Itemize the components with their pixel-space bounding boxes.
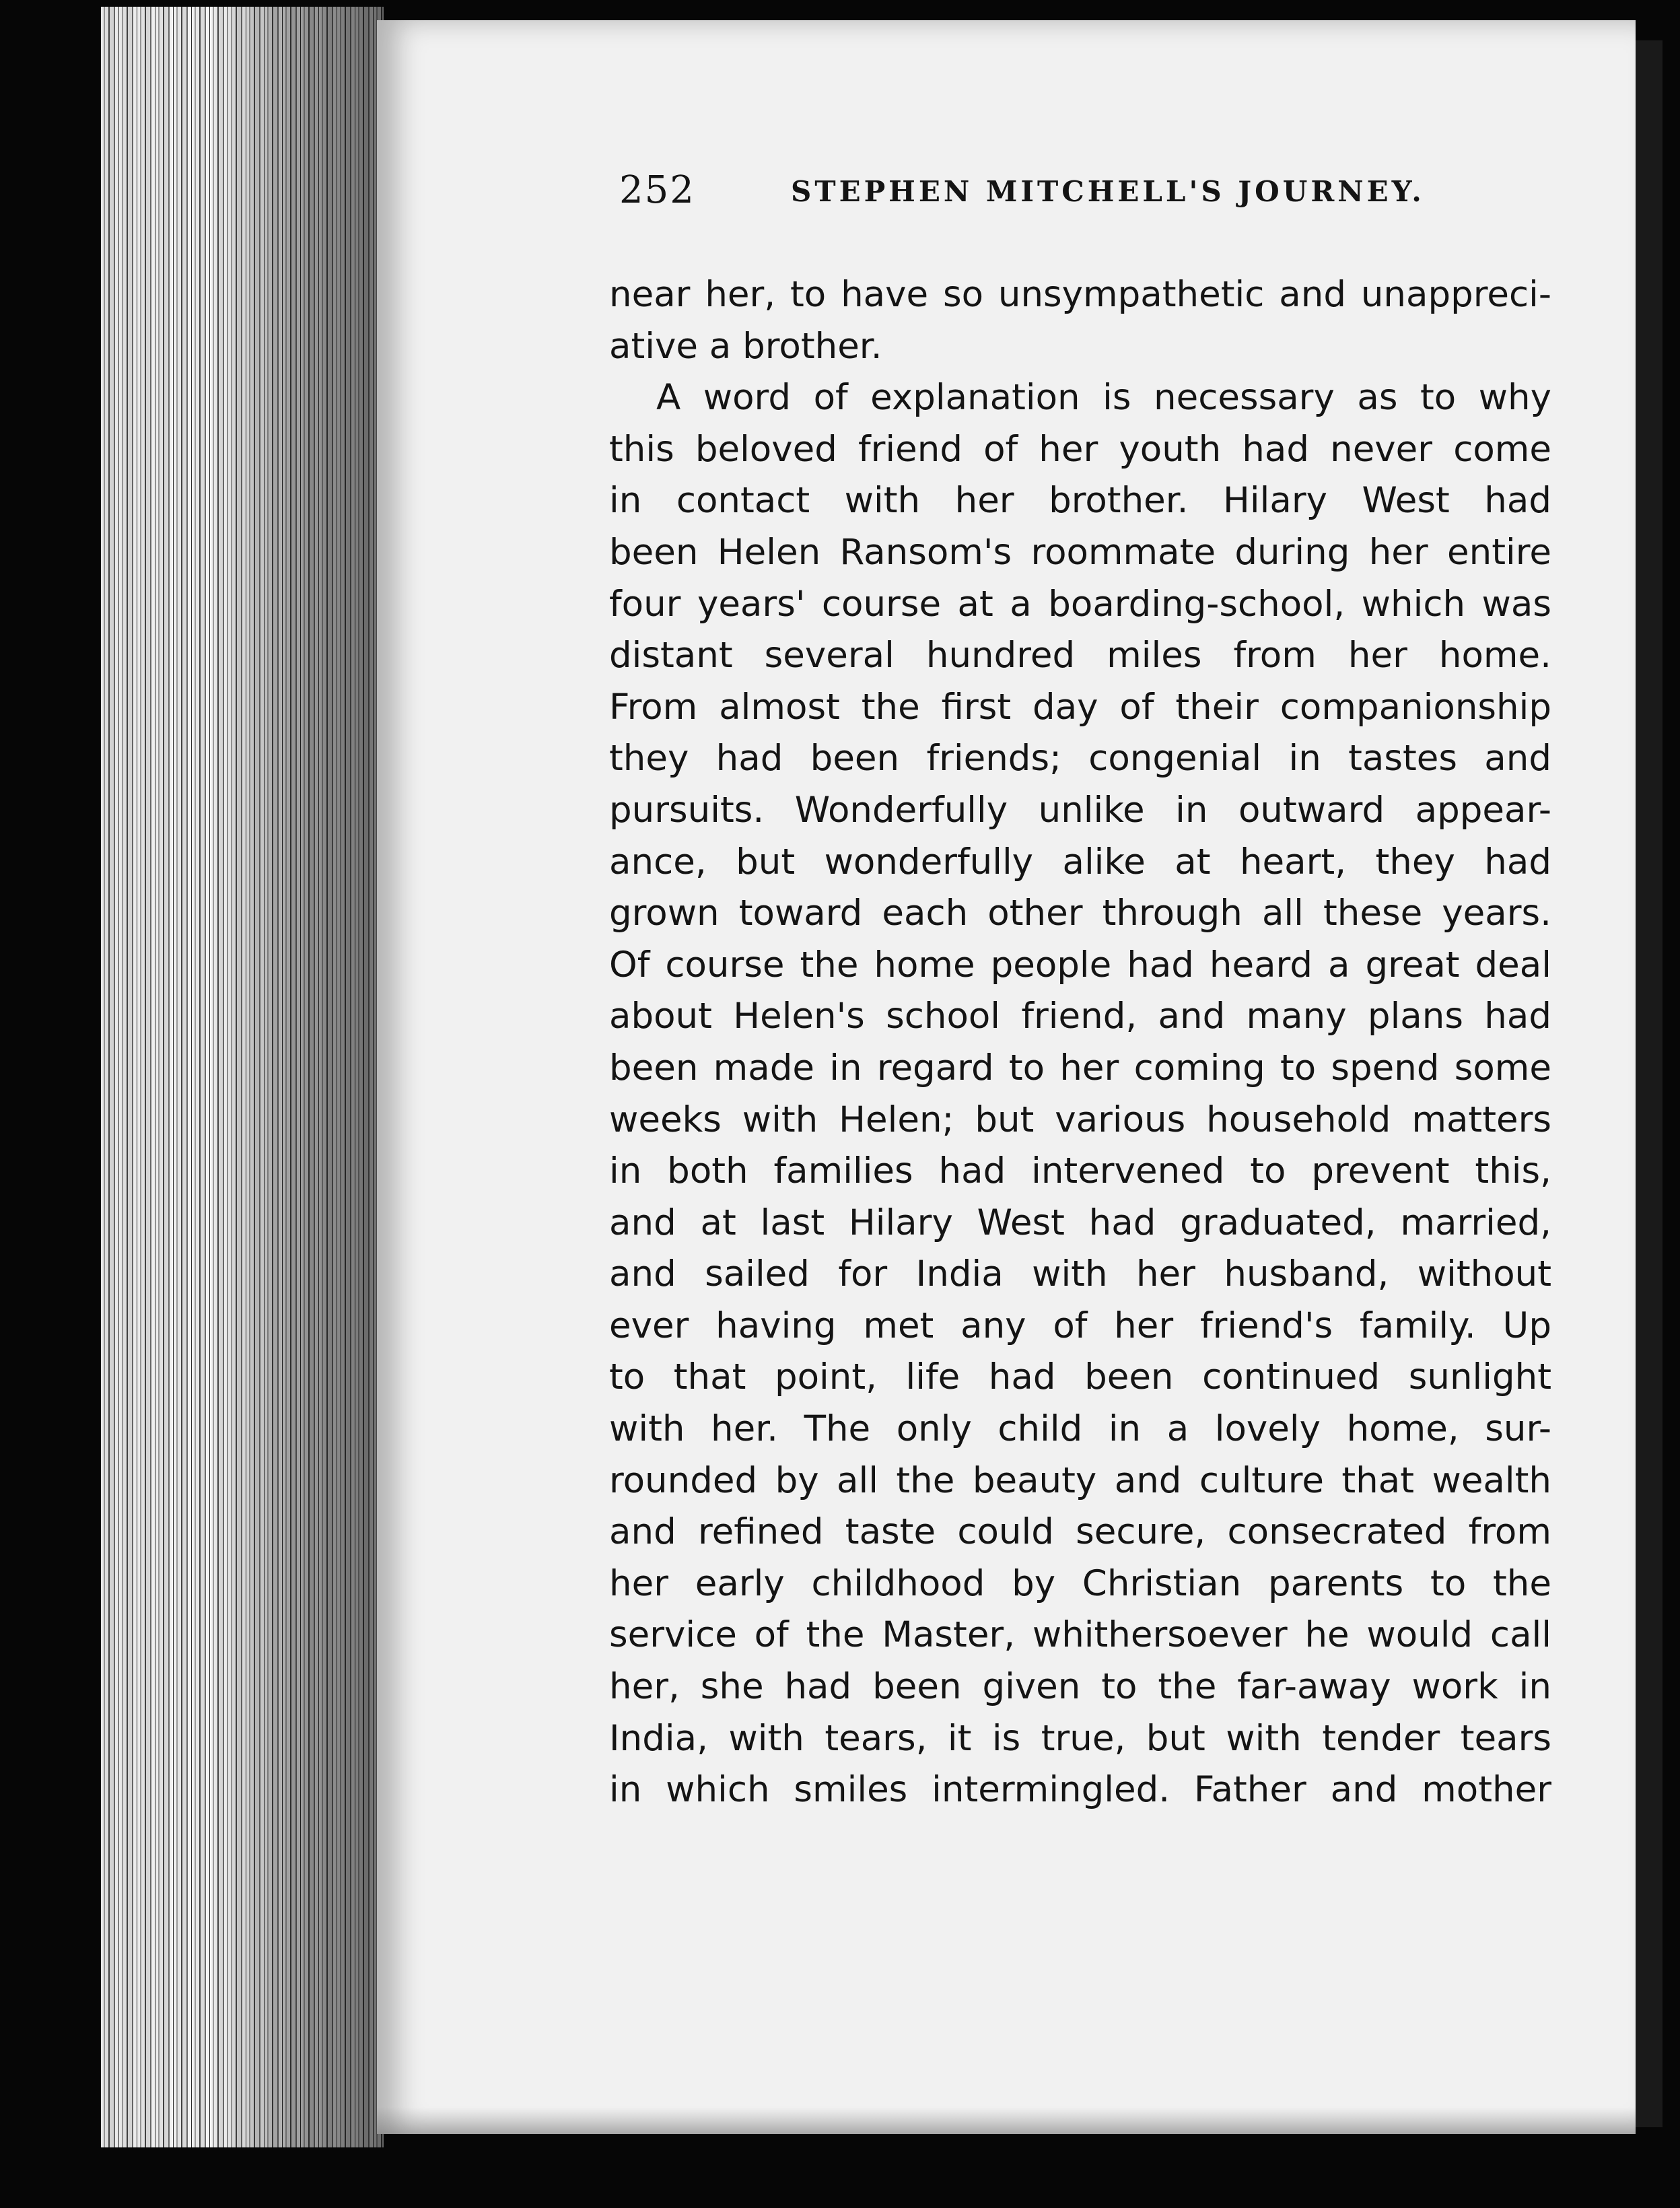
- text-line: near her, to have so unsympathetic and unappreci-: [609, 274, 1551, 315]
- text-line: India, with tears, it is true, but with tender tears: [609, 1717, 1551, 1759]
- page-number: 252: [619, 168, 695, 212]
- text-line: about Helen's school friend, and many plans had: [609, 996, 1551, 1037]
- page-edges: [101, 7, 384, 2147]
- text-line: and at last Hilary West had graduated, married,: [609, 1202, 1551, 1243]
- text-line: her, she had been given to the far-away work in: [609, 1666, 1551, 1708]
- text-line: distant several hundred miles from her home.: [609, 635, 1551, 677]
- text-line: they had been friends; congenial in tastes and: [609, 738, 1551, 780]
- text-line: service of the Master, whithersoever he would call: [609, 1614, 1551, 1656]
- text-line: grown toward each other through all these years.: [609, 893, 1551, 934]
- text-line: been made in regard to her coming to spend some: [609, 1047, 1551, 1089]
- text-line: in both families had intervened to prevent this,: [609, 1150, 1551, 1192]
- text-line: ever having met any of her friend's family. Up: [609, 1305, 1551, 1346]
- text-line: pursuits. Wonderfully unlike in outward appear-: [609, 789, 1551, 831]
- text-line: been Helen Ransom's roommate during her entire: [609, 531, 1551, 573]
- text-line: four years' course at a boarding-school, which was: [609, 583, 1551, 625]
- text-line: and refined taste could secure, consecrated from: [609, 1511, 1551, 1553]
- text-line: From almost the first day of their companionship: [609, 686, 1551, 728]
- text-line: ance, but wonderfully alike at heart, they had: [609, 841, 1551, 883]
- text-line: her early childhood by Christian parents to the: [609, 1562, 1551, 1604]
- text-line: rounded by all the beauty and culture that wealth: [609, 1459, 1551, 1501]
- page-right-edge: [1636, 40, 1663, 2127]
- text-line: in contact with her brother. Hilary West had: [609, 480, 1551, 522]
- text-line: with her. The only child in a lovely home, sur-: [609, 1408, 1551, 1450]
- body-text: [609, 269, 1551, 1816]
- text-line: A word of explanation is necessary as to why: [656, 377, 1551, 419]
- text-line: to that point, life had been continued sunlight: [609, 1356, 1551, 1398]
- text-line: ative a brother.: [609, 325, 882, 367]
- page-bottom-shadow: [377, 2107, 1636, 2134]
- running-head: [619, 168, 1425, 222]
- text-line: weeks with Helen; but various household matters: [609, 1099, 1551, 1140]
- text-line: in which smiles intermingled. Father and mother: [609, 1769, 1551, 1811]
- text-line: Of course the home people had heard a great deal: [609, 944, 1551, 986]
- text-line: this beloved friend of her youth had never come: [609, 428, 1551, 470]
- running-title: STEPHEN MITCHELL'S JOURNEY.: [791, 175, 1425, 208]
- text-line: and sailed for India with her husband, without: [609, 1253, 1551, 1295]
